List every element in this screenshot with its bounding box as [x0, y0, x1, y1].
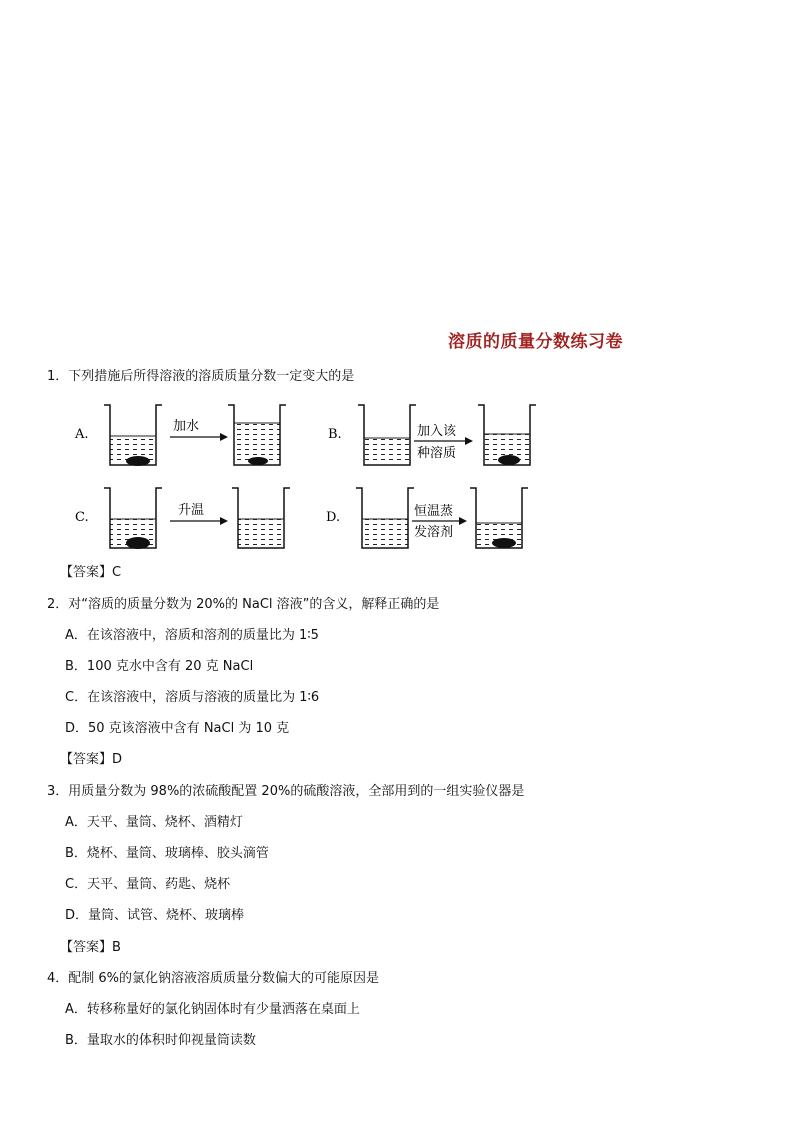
question-2-answer: 【答案】D [60, 752, 123, 767]
arrow-a-label: 加水 [173, 419, 200, 434]
beaker-c-before [104, 488, 162, 549]
question-1-answer: 【答案】C [60, 565, 122, 580]
beaker-d-after [470, 488, 528, 548]
question-2-option-a: A．在该溶液中，溶质和溶剂的质量比为 1∶5 [65, 628, 319, 643]
beaker-d-before [356, 488, 414, 548]
page-title: 溶质的质量分数练习卷 [448, 332, 623, 352]
question-4-stem: 4．配制 6%的氯化钠溶液溶质质量分数偏大的可能原因是 [47, 971, 380, 986]
question-1-stem: 1．下列措施后所得溶液的溶质质量分数一定变大的是 [47, 369, 355, 384]
question-3-answer: 【答案】B [60, 940, 121, 955]
question-2-stem: 2．对“溶质的质量分数为 20%的 NaCl 溶液”的含义，解释正确的是 [47, 597, 440, 612]
beaker-b-before [358, 405, 416, 465]
option-label-c: C. [75, 510, 89, 525]
question-3-option-b: B．烧杯、量筒、玻璃棒、胶头滴管 [65, 846, 269, 861]
question-3-stem: 3．用质量分数为 98%的浓硫酸配置 20%的硫酸溶液，全部用到的一组实验仪器是 [47, 784, 525, 799]
arrow-c-label: 升温 [178, 503, 205, 518]
question-4-option-a: A．转移称量好的氯化钠固体时有少量洒落在桌面上 [65, 1002, 360, 1017]
question-3-option-d: D．量筒、试管、烧杯、玻璃棒 [65, 908, 245, 923]
question-1-figure [60, 397, 550, 552]
arrow-b-label-line1: 加入该 [417, 424, 457, 439]
beaker-c-after [232, 488, 290, 548]
option-label-b: B. [328, 427, 342, 442]
question-2-option-d: D．50 克该溶液中含有 NaCl 为 10 克 [65, 721, 290, 736]
question-3-option-c: C．天平、量筒、药匙、烧杯 [65, 877, 231, 892]
arrow-d-label-line1: 恒温蒸 [414, 504, 454, 519]
beaker-a-after [228, 405, 286, 465]
beaker-b-after [478, 405, 536, 465]
arrow-b-label-line2: 种溶质 [417, 446, 457, 461]
beaker-a-before [104, 405, 162, 466]
question-2-option-c: C．在该溶液中，溶质与溶液的质量比为 1∶6 [65, 690, 320, 705]
question-2-option-b: B．100 克水中含有 20 克 NaCl [65, 659, 254, 674]
arrow-d-label-line2: 发溶剂 [414, 525, 454, 540]
option-label-d: D. [326, 510, 341, 525]
option-label-a: A. [75, 427, 89, 442]
question-4-option-b: B．量取水的体积时仰视量筒读数 [65, 1033, 256, 1048]
question-3-option-a: A．天平、量筒、烧杯、酒精灯 [65, 815, 243, 830]
